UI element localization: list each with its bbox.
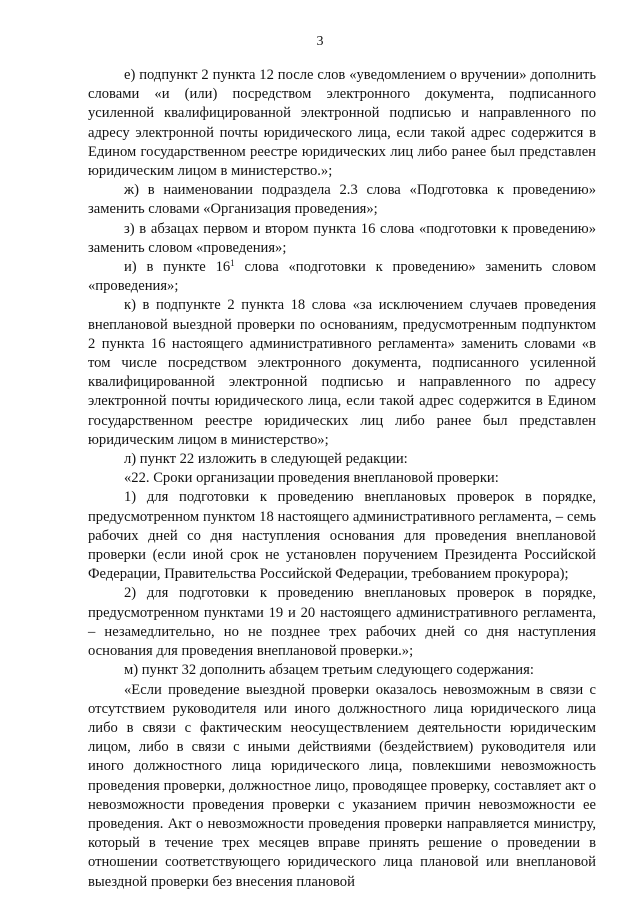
paragraph-k: к) в подпункте 2 пункта 18 слова «за исключением случаев проведения внеплановой выездной проверки по основаниям, предусмотренным подпунктом 2 пункта 16 настоящего административного регламента» заменить словами «в том числе посредством электронного документа, подписанного усиленной квалифицированной электронной подписью и направленного по адресу электронной почты юридического лица, если такой адрес содержится в Едином государственном реестре юридических лиц либо ранее был представлен юридическим лицом в министерство»;: [88, 297, 596, 448]
document-body: [88, 66, 596, 892]
clause-22-item-2: 2) для подготовки к проведению внеплановых проверок в порядке, предусмотренном пунктами 19 и 20 настоящего административного регламента, – незамедлительно, но не позднее трех рабочих дней со дня наступления основания для проведения внеплановой проверки.»;: [88, 585, 596, 660]
paragraph-i-start: и) в пункте 16: [124, 259, 231, 276]
paragraph-m: м) пункт 32 дополнить абзацем третьим следующего содержания:: [124, 662, 534, 679]
paragraph-z: з) в абзацах первом и втором пункта 16 слова «подготовки к проведению» заменить словом «проведения»;: [88, 220, 596, 256]
clause-22-item-1: 1) для подготовки к проведению внеплановых проверок в порядке, предусмотренном пунктом 18 настоящего административного регламента, – семь рабочих дней со дня наступления основания для проведения внеплановой проверки (если иной срок не установлен поручением Президента Российской Федерации, Правительства Российской Федерации, требованием прокурора);: [88, 489, 596, 583]
paragraph-e: е) подпункт 2 пункта 12 после слов «уведомлением о вручении» дополнить словами «и (или) посредством электронного документа, подписанного усиленной квалифицированной электронной подписью и направленного по адресу электронной почты юридического лица, если такой адрес содержится в Едином государственном реестре юридических лиц либо ранее был представлен юридическим лицом в министерство.»;: [88, 67, 596, 180]
paragraph-i: [88, 258, 596, 296]
paragraph-i-end: слова «подготовки к проведению» заменить словом «проведения»;: [88, 259, 596, 295]
paragraph-i-superscript: 1: [230, 258, 235, 269]
quoted-paragraph: «Если проведение выездной проверки оказалось невозможным в связи с отсутствием руководителя или иного должностного лица юридического лица либо в связи с фактическим неосуществлением деятельности юридическим лицом, либо в связи с иными действиями (бездействием) руководителя или иного должностного лица юридического лица, повлекшими невозможность проведения проверки, должностное лицо, проводящее проверку, составляет акт о невозможности проведения проверки с указанием причин невозможности ее проведения. Акт о невозможности проведения проверки направляется министру, который в течение трех месяцев вправе принять решение о проведении в отношении соответствующего юридического лица плановой или внеплановой выездной проверки без внесения плановой: [88, 681, 596, 890]
clause-22-title: «22. Сроки организации проведения внеплановой проверки:: [124, 470, 499, 487]
paragraph-l: л) пункт 22 изложить в следующей редакции:: [124, 451, 408, 468]
page-number: 3: [316, 34, 324, 49]
paragraph-zh: ж) в наименовании подраздела 2.3 слова «Подготовка к проведению» заменить словами «Организация проведения»;: [88, 182, 596, 218]
